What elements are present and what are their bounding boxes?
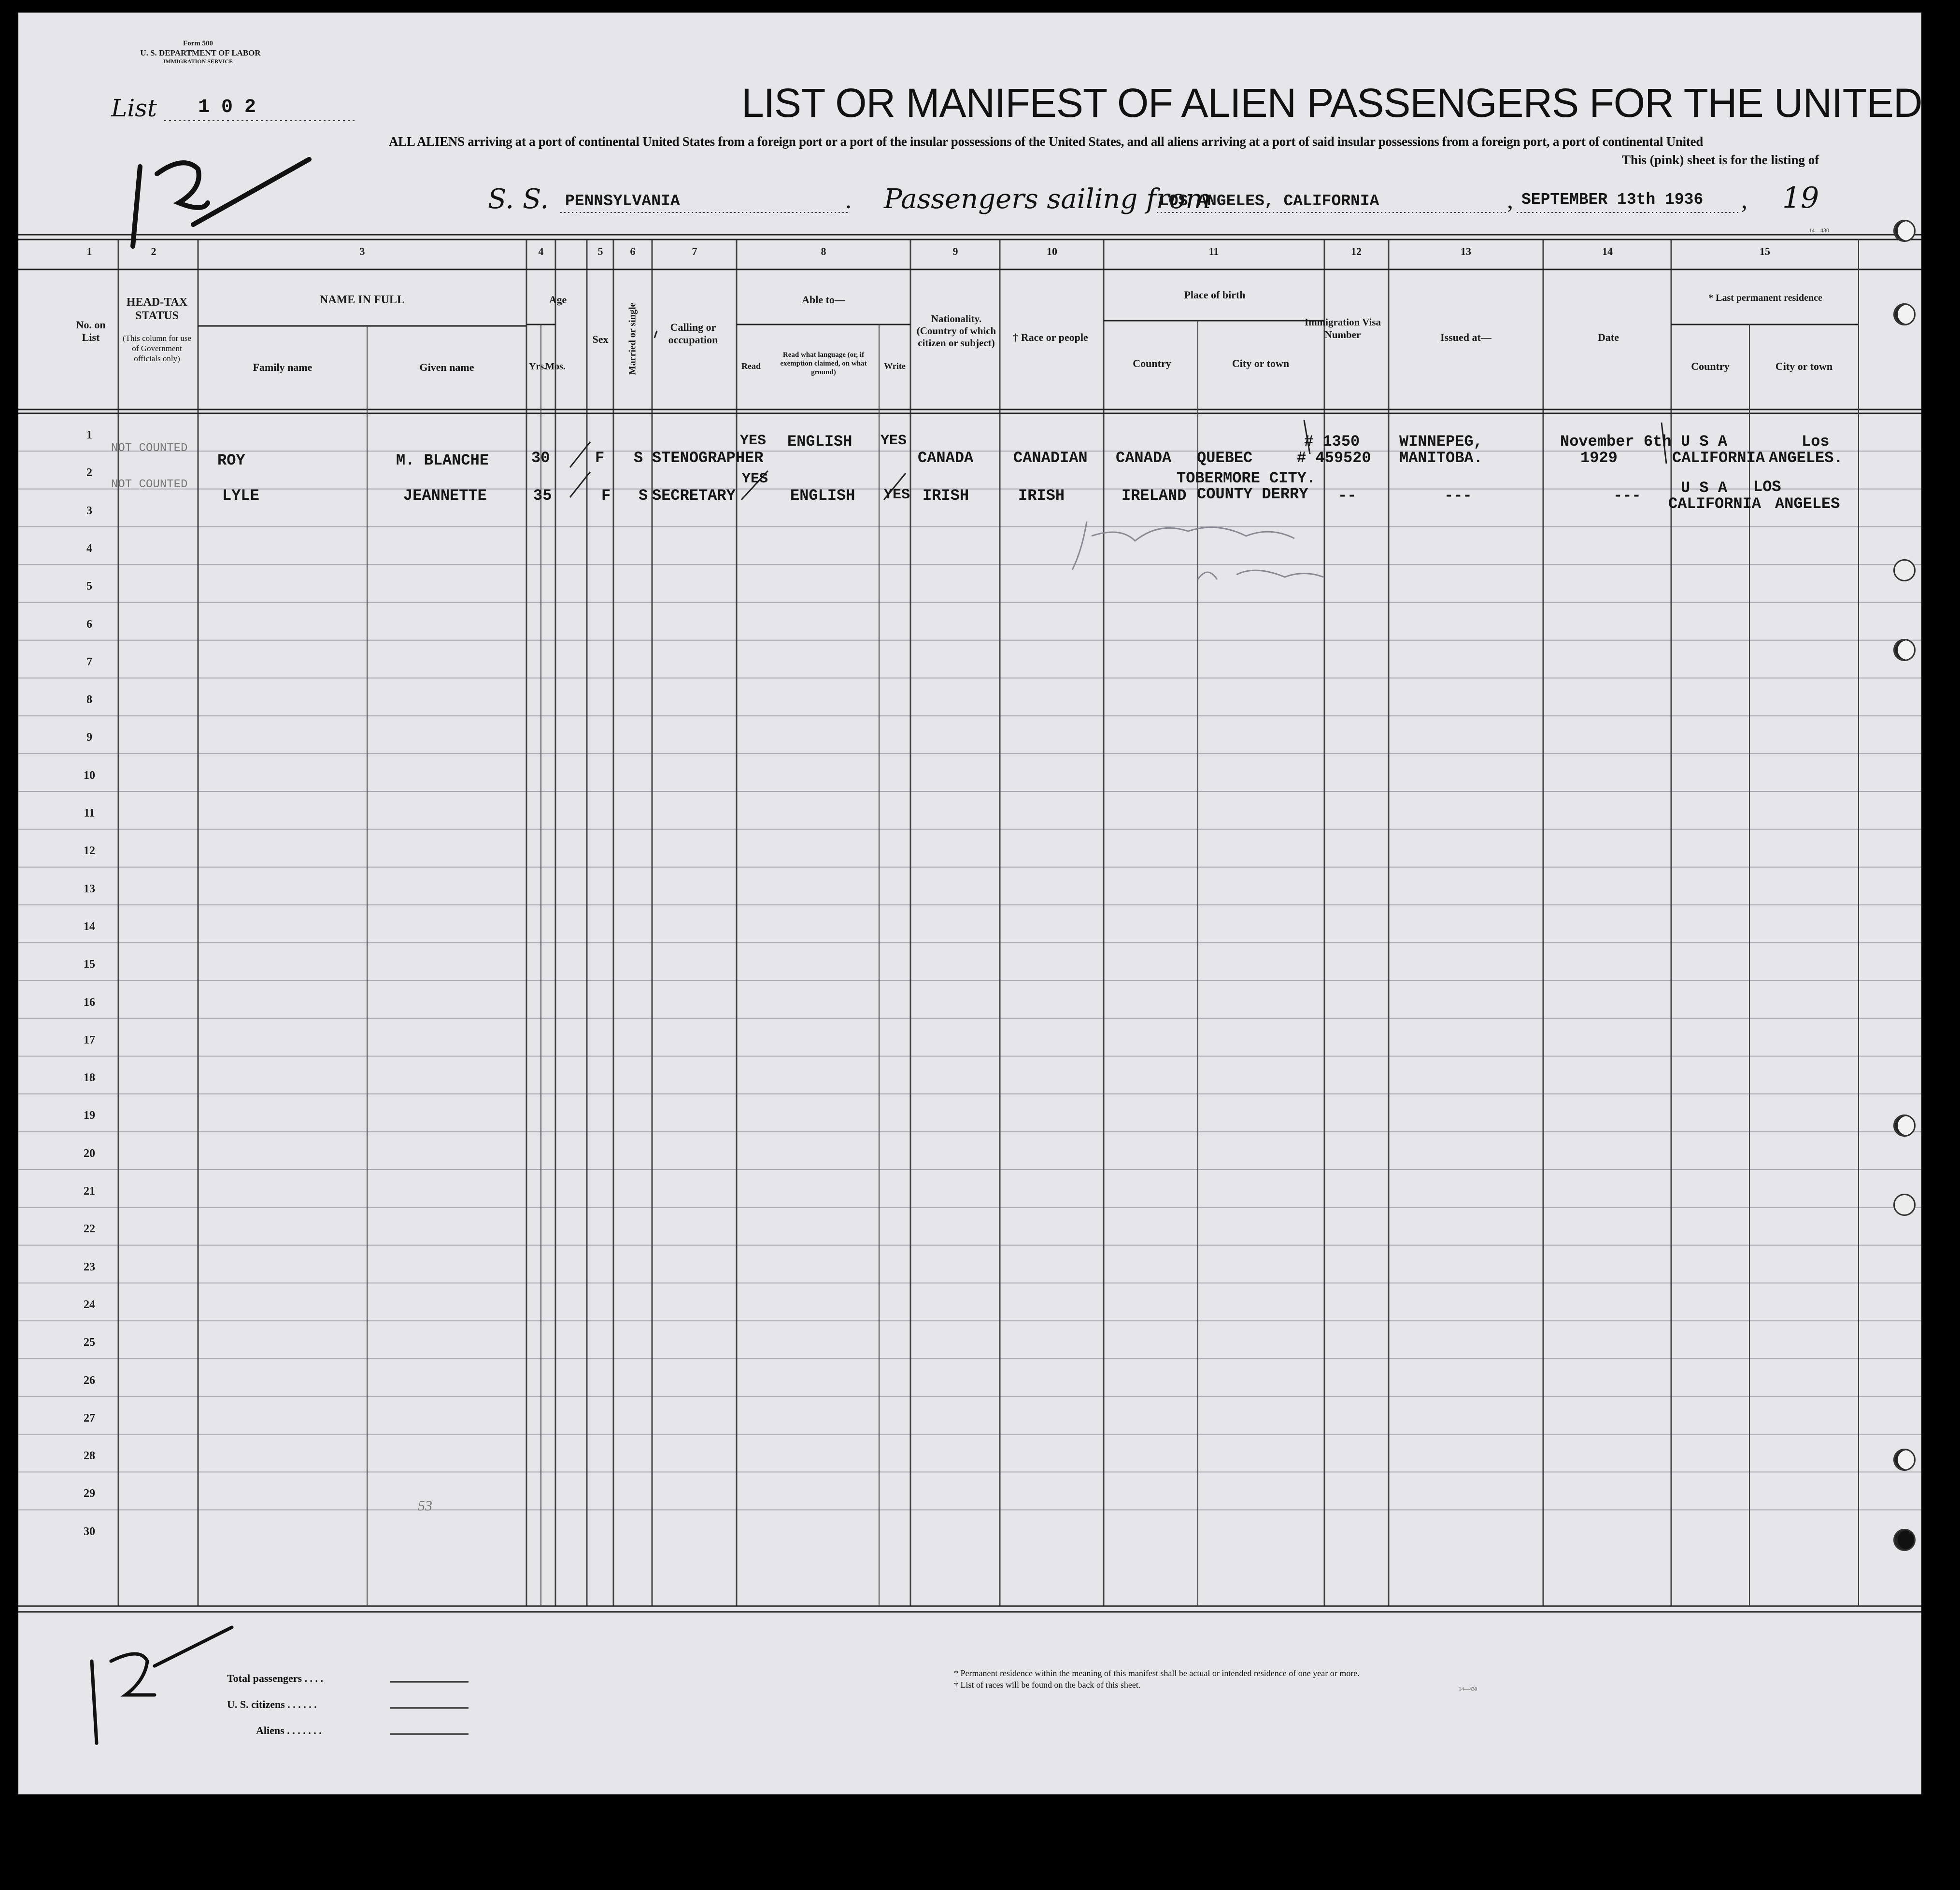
ship-name: PENNSYLVANIA [565,192,680,210]
can-read: YES [742,471,768,487]
column-number: 15 [1760,245,1770,257]
header-head-tax-note: (This column for use of Government officials only) [122,334,192,363]
header-able-to: Able to— [802,294,845,306]
row-number: 18 [84,1072,95,1085]
age-years: 35 [533,487,552,505]
residence-city-2: ANGELES. [1769,449,1843,467]
marital-status: S [634,449,643,467]
header-age-yrs: Yrs. [529,361,547,372]
footer-us-citizens: U. S. citizens . . . . . . [227,1698,317,1710]
age-years: 30 [531,449,550,467]
row-number: 14 [84,920,95,933]
column-number: 1 [86,245,92,257]
column-number: 14 [1602,245,1613,257]
given-name: JEANNETTE [403,487,487,505]
read-language: ENGLISH [787,433,852,451]
header-nationality: Nationality. (Country of which citizen or subject) [916,313,996,349]
head-tax-status: NOT COUNTED [111,442,188,455]
row-number: 25 [84,1336,95,1349]
race: IRISH [1018,487,1065,505]
residence-country: U S A [1681,433,1728,451]
visa-date: --- [1613,487,1641,505]
row-number: 8 [86,693,92,706]
binder-hole [1893,220,1916,242]
nationality: CANADA [918,449,974,467]
row-number: 1 [86,429,92,441]
header-visa-number: Immigration Visa Number [1304,316,1381,340]
issued-at: WINNEPEG, [1399,433,1483,451]
header-birth-country: Country [1133,357,1171,369]
header-given-name: Given name [419,361,474,373]
binder-hole [1893,1194,1916,1216]
departure-port: LOS ANGELES, CALIFORNIA [1159,192,1379,210]
subtitle-line-2: This (pink) sheet is for the listing of [1622,153,1819,167]
binder-hole [1893,303,1916,325]
header-sex: Sex [592,333,609,345]
row-number: 6 [86,618,92,631]
head-tax-status: NOT COUNTED [111,478,188,491]
column-number: 8 [821,245,826,257]
header-last-residence: * Last permanent residence [1708,293,1822,303]
binder-hole [1893,1529,1916,1551]
row-number: 4 [86,542,92,555]
marital-status: S [639,487,648,505]
row-number: 20 [84,1147,95,1160]
year-prefix: 19 [1782,181,1819,215]
row-number: 27 [84,1411,95,1425]
header-read: Read [741,361,761,371]
aliens-label: Aliens [256,1724,284,1736]
row-number: 17 [84,1033,95,1046]
column-number: 6 [630,245,636,257]
header-res-country: Country [1691,360,1730,372]
column-number: 13 [1461,245,1471,257]
race: CANADIAN [1013,449,1088,467]
can-read: YES [740,433,767,449]
header-age-mos: Mos. [545,361,566,372]
column-number: 5 [597,245,603,257]
family-name: ROY [217,451,245,469]
row-number: 2 [86,466,92,480]
header-race: † Race or people [1013,331,1088,343]
visa-number-2: # 459520 [1297,449,1371,467]
residence-country: U S A [1681,479,1728,497]
column-number: 12 [1351,245,1362,257]
column-number: 11 [1208,245,1219,257]
ship-dot: . [845,186,852,214]
residence-city: LOS [1753,478,1781,496]
header-place-of-birth: Place of birth [1184,289,1246,301]
birth-country: IRELAND [1122,487,1187,505]
nationality: IRISH [923,487,969,505]
page-title: LIST OR MANIFEST OF ALIEN PASSENGERS FOR THE UNITED [741,80,1922,126]
header-married: Married or single [627,302,638,375]
occupation: SECRETARY [652,487,736,505]
form-number: Form 500 [183,40,213,47]
row-number: 16 [84,996,95,1009]
row-number: 24 [84,1298,95,1311]
row-number: 9 [86,731,92,744]
stray-mark: 53 [418,1498,432,1514]
list-label: List [111,94,157,122]
birth-city: TOBERMORE CITY. [1177,469,1316,487]
header-family-name: Family name [253,361,312,373]
sex: F [595,449,605,467]
given-name: M. BLANCHE [396,451,489,469]
read-language: ENGLISH [790,487,855,505]
visa-number: # 1350 [1304,433,1360,451]
row-number: 5 [86,580,92,593]
birth-country: CANADA [1116,449,1172,467]
department-name: U. S. DEPARTMENT OF LABOR [140,48,261,57]
birth-city: QUEBEC [1197,449,1253,467]
list-number: 1 0 2 [198,97,256,118]
header-issued-at: Issued at— [1440,331,1491,343]
header-res-city: City or town [1775,360,1833,372]
row-number: 15 [84,958,95,971]
header-name-in-full: NAME IN FULL [319,294,405,306]
residence-city-2: ANGELES [1775,495,1840,513]
column-number: 4 [538,245,544,257]
visa-date: November 6th [1560,433,1672,451]
row-number: 7 [86,655,92,668]
can-write: YES [884,487,910,503]
header-no-on-list: No. on List [76,319,106,343]
issued-at: --- [1444,487,1472,505]
port-comma: , [1507,186,1513,214]
row-number: 22 [84,1223,95,1236]
header-head-tax-title: HEAD-TAX STATUS [126,296,188,322]
row-number: 23 [84,1260,95,1273]
column-number: 7 [692,245,697,257]
occupation: STENOGRAPHER [652,449,764,467]
residence-city: Los [1802,433,1830,451]
row-number: 19 [84,1109,95,1122]
total-passengers-label: Total passengers [227,1672,302,1684]
us-citizens-label: U. S. citizens [227,1698,285,1710]
family-name: LYLE [222,487,259,505]
header-read-language: Read what language (or, if exemption claimed, on what ground) [780,351,867,376]
column-number: 2 [151,245,156,257]
column-number: 9 [952,245,958,257]
row-number: 29 [84,1487,95,1500]
visa-number: -- [1338,487,1357,505]
residence-state: CALIFORNIA [1668,495,1761,513]
service-name: IMMIGRATION SERVICE [163,58,233,65]
row-number: 26 [84,1374,95,1387]
subtitle-line-1: ALL ALIENS arriving at a port of continental United States from a foreign port or a port of the insular possessions of the United States, and all aliens arriving at a port of said insular possessions from a foreign port, a port of continental United [389,134,1703,149]
sailing-label: Passengers sailing from [884,183,1211,215]
row-number: 21 [84,1185,95,1198]
row-number: 12 [84,845,95,858]
column-number: 10 [1047,245,1057,257]
binder-hole [1893,1114,1916,1137]
can-write: YES [881,433,907,449]
row-number: 30 [84,1525,95,1538]
birth-city-2: COUNTY DERRY [1197,485,1308,503]
header-date: Date [1598,331,1619,343]
footer-code: 14—430 [1459,1686,1477,1692]
row-number: 10 [84,769,95,782]
binder-hole [1893,639,1916,661]
footer-total-passengers: Total passengers . . . . [227,1672,324,1684]
sex: F [601,487,611,505]
binder-hole [1893,559,1916,581]
ss-label: S. S. [488,183,549,215]
footer-note-races: † List of races will be found on the back of this sheet. [954,1680,1141,1690]
column-number: 3 [359,245,365,257]
residence-state: CALIFORNIA [1672,449,1765,467]
row-number: 13 [84,882,95,895]
row-number: 28 [84,1450,95,1463]
sailing-date: SEPTEMBER 13th 1936 [1521,191,1704,209]
header-write: Write [884,361,906,371]
header-calling: Calling or occupation [668,321,718,346]
issued-at-2: MANITOBA. [1399,449,1483,467]
row-number: 11 [84,807,95,819]
corner-code: 14—430 [1809,227,1829,234]
header-birth-city: City or town [1232,357,1290,369]
header-age: Age [549,294,567,306]
visa-date-year: 1929 [1580,449,1618,467]
row-number: 3 [86,504,92,517]
binder-hole [1893,1449,1916,1471]
date-comma: , [1741,186,1747,214]
footer-aliens: Aliens . . . . . . . [256,1724,322,1736]
footer-note-residence: * Permanent residence within the meaning of this manifest shall be actual or intended residence of one year or more. [954,1668,1360,1678]
